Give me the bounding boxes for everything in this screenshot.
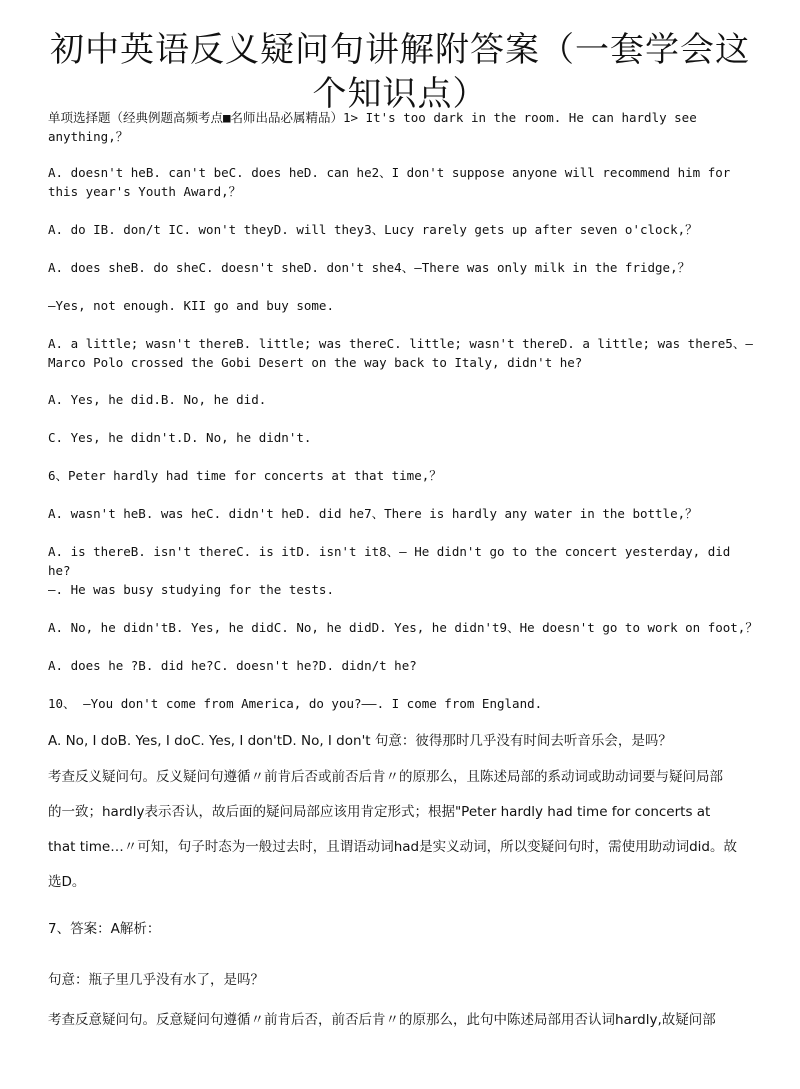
explanation-line-3: that time…〃可知，句子时态为一般过去时，且谓语动词had是实义动词，所以变疑问句时，需使用助动词did。故 — [48, 839, 737, 855]
explanation-line-2: 的一致；hardly表示否认，故后面的疑问局部应该用肯定形式；根据"Peter hardly had time for concerts at — [48, 804, 711, 820]
question-2-text: A. doesn't heB. can't beC. does heD. can he2、I don't suppose anyone will recommend him for this year's Youth Award,？ — [48, 165, 738, 199]
explanation-line-1: 考查反义疑问句。反义疑问句遵循〃前肯后否或前否后肯〃的原那么，且陈述局部的系动词或助动词要与疑问局部 — [48, 769, 723, 785]
explanation-line-4: 选D。 — [48, 874, 86, 890]
question-4-dialog: —Yes, not enough. KII go and buy some. — [48, 298, 334, 313]
question-3-text: A. do IB. don/t IC. won't theyD. will they3、Lucy rarely gets up after seven o'clock,？ — [48, 222, 698, 237]
question-8-text: A. is thereB. isn't thereC. is itD. isn't it8、— He didn't go to the concert yesterday, did he? — [48, 544, 738, 578]
question-7-text: A. wasn't heB. was heC. didn't heD. did he7、There is hardly any water in the bottle,？ — [48, 506, 698, 521]
answer-7-meaning: 句意：瓶子里几乎没有水了，是吗？ — [48, 972, 264, 988]
question-5-text: A. a little; wasn't thereB. little; was thereC. little; wasn't thereD. a little; was there5、—Marco Polo crossed the Gobi Desert on the way back to Italy, didn't he? — [48, 336, 753, 370]
answer-7-explanation: 考查反意疑问句。反意疑问句遵循〃前肯后否，前否后肯〃的原那么，此句中陈述局部用否认词hardly,故疑问部 — [48, 1012, 716, 1028]
question-4-text: A. does sheB. do sheC. doesn't sheD. don't she4、—There was only milk in the fridge,？ — [48, 260, 691, 275]
question-1-text: 单项选择题（经典例题高频考点■名师出品必属精品）1> It's too dark in the room. He can hardly see anything,？ — [48, 110, 705, 144]
question-9-text: A. No, he didn'tB. Yes, he didC. No, he didD. Yes, he didn't9、He doesn't go to work on foot,？ — [48, 620, 758, 635]
question-9-options: A. does he ?B. did he?C. doesn't he?D. didn/t he? — [48, 658, 417, 673]
question-5-options-cd: C. Yes, he didn't.D. No, he didn't. — [48, 430, 312, 445]
question-6-text: 6、Peter hardly had time for concerts at that time,？ — [48, 468, 442, 483]
question-10-options-explanation: A. No, I doB. Yes, I doC. Yes, I don'tD. No, I don't 句意：彼得那时几乎没有时间去听音乐会，是吗？ — [48, 733, 672, 749]
question-5-options-ab: A. Yes, he did.B. No, he did. — [48, 392, 267, 407]
answer-7-heading: 7、答案：A解析： — [48, 921, 161, 937]
question-8-dialog: —. He was busy studying for the tests. — [48, 582, 334, 597]
question-10-text: 10、 —You don't come from America, do you?——. I come from England. — [48, 696, 543, 711]
document-title: 初中英语反义疑问句讲解附答案（一套学会这个知识点） — [50, 30, 750, 114]
